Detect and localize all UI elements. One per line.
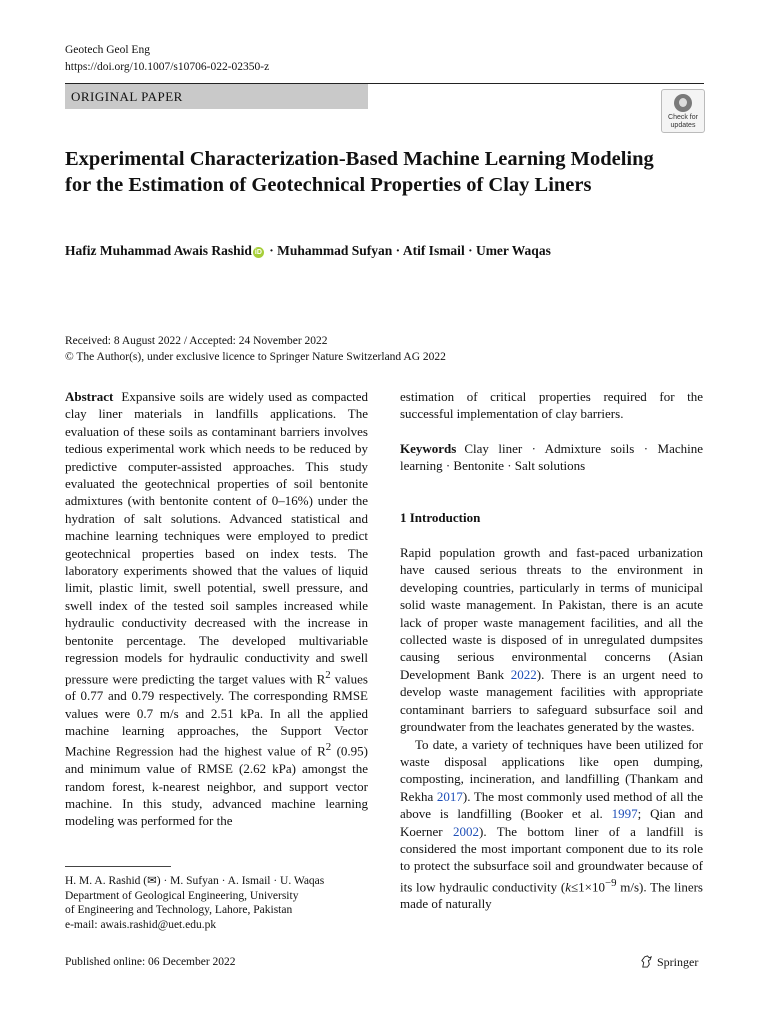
citation-link[interactable]: 2017 — [436, 788, 463, 804]
abstract — [65, 388, 368, 830]
intro-text: ). The bottom liner of a landfill is considered the most important component due to its role to protect the subsurface soil and groundwater because of its low hydraulic conductivity ( — [400, 823, 703, 895]
abstract-label: Abstract — [65, 389, 114, 404]
abstract-continuation: estimation of critical properties required for the successful implementation of clay barriers. — [400, 389, 703, 422]
left-column — [65, 388, 368, 830]
keywords-text: Clay liner · Admixture soils · Machine learning · Bentonite · Salt solutions — [400, 440, 703, 474]
author-list — [65, 242, 625, 260]
paper-title: Experimental Characterization-Based Machine Learning Modeling for the Estimation of Geotechnical Properties of Clay Liners — [65, 148, 654, 196]
intro-text: ). The most commonly used method of all the above is landfilling (Booker et al. — [400, 788, 703, 822]
citation-link[interactable]: 1997 — [611, 806, 638, 822]
author-rest: · Muhammad Sufyan · Atif Ismail · Umer Waqas — [265, 243, 551, 258]
springer-horse-icon — [640, 955, 653, 968]
keywords-label: Keywords — [400, 440, 457, 456]
section-heading-introduction: 1 Introduction — [400, 509, 481, 525]
citation-link[interactable]: 2002 — [453, 823, 480, 839]
keywords — [400, 440, 703, 475]
publisher-name: Springer — [657, 955, 699, 969]
envelope-icon[interactable]: ✉ — [147, 875, 157, 887]
intro-paragraph-2 — [400, 736, 703, 913]
intro-text: ; Qian and Koerner — [400, 806, 704, 839]
abstract-text-3: (0.95) and minimum value of RMSE (2.62 kPa) amongst the random forest, k-nearest neighbor, and support vector machine. In this study, advanced machine learning modeling was performed for the — [65, 743, 368, 829]
copyright-line: © The Author(s), under exclusive licence to Springer Nature Switzerland AG 2022 — [65, 351, 446, 363]
paper-type-banner: ORIGINAL PAPER — [65, 84, 368, 109]
abstract-text-2: values of 0.77 and 0.79 respectively. The corresponding RMSE values were 0.7 m/s and 2.51 kPa. In all the applied machine learning approaches, the Support Vector Machine Regression had the highest value of R — [65, 670, 368, 759]
abstract-text-1: Expansive soils are widely used as compacted clay liner materials in landfills applications. The evaluation of these soils as contaminant barriers involves tedious experimental work which needs to be reduced by predictive computer-assisted approaches. This study evaluated the geotechnical properties of soil bentonite admixtures (with bentonite content of 0–16%) under the hydration of salt solutions. Advanced statistical and machine learning techniques were employed to predict geotechnical properties based on index tests. The laboratory experiments showed that the values of liquid limit, plastic limit, swell potential, swell pressure, and swell index of the tested soil samples increased while hydraulic conductivity decreased with the increase in bentonite percentage. The developed multivariable regression models for hydraulic conductivity and swell pressure were predicting the target values with R — [65, 389, 368, 686]
superscript: −9 — [604, 876, 617, 889]
received-accepted: Received: 8 August 2022 / Accepted: 24 November 2022 — [65, 335, 328, 347]
doi-link[interactable]: https://doi.org/10.1007/s10706-022-02350-z — [65, 61, 270, 73]
intro-text: Rapid population growth and fast-paced urbanization have caused serious threats to the environment in developing countries, particularly in terms of municipal solid waste management. In Pakistan, there is an acute lack of proper waste management facilities, and all the collected waste is disposed of in unregulated dumpsites causing serious environmental concerns (Asian Development Bank — [400, 545, 703, 682]
footnote-authors — [65, 874, 368, 889]
badge-line1: Check for — [668, 114, 698, 121]
math-variable: k — [565, 879, 571, 895]
journal-name: Geotech Geol Eng — [65, 44, 150, 56]
right-column — [400, 388, 703, 913]
footnote-rule — [65, 866, 171, 867]
footnote-university: of Engineering and Technology, Lahore, Pakistan — [65, 904, 293, 916]
journal-header — [65, 42, 269, 76]
check-for-updates-badge[interactable] — [661, 89, 705, 133]
superscript: 2 — [325, 741, 332, 754]
published-online: Published online: 06 December 2022 — [65, 956, 236, 968]
math-expression: ≤1×10 — [571, 879, 605, 895]
publication-dates — [65, 333, 446, 365]
orcid-icon[interactable]: iD — [254, 249, 262, 256]
footnote-text: H. M. A. Rashid ( — [65, 875, 148, 887]
intro-text: To date, a variety of techniques have been utilized for waste disposal applications like open dumping, composting, incineration, and landfilling (Thankam and Rekha — [400, 736, 703, 804]
check-updates-icon — [674, 94, 692, 112]
badge-line2: updates — [670, 122, 696, 129]
superscript: 2 — [325, 668, 331, 681]
publisher-logo — [640, 955, 698, 970]
footnote-department: Department of Geological Engineering, University — [65, 889, 299, 902]
footnote-text: ) · M. Sufyan · A. Ismail · U. Waqas — [156, 875, 325, 887]
author-affiliation-footnote — [65, 874, 368, 932]
citation-link[interactable]: 2022 — [510, 666, 537, 682]
author-first[interactable]: Hafiz Muhammad Awais Rashid — [65, 243, 252, 258]
intro-text: m/s). The liners made of naturally — [400, 879, 703, 912]
footnote-email[interactable]: e-mail: awais.rashid@uet.edu.pk — [65, 918, 217, 931]
intro-text: ). There is an urgent need to develop waste management facilities with appropriate contaminant barriers to safeguard subsurface soil and groundwater from the leachates generated by the wastes. — [400, 666, 703, 735]
intro-paragraph-1 — [400, 544, 703, 735]
